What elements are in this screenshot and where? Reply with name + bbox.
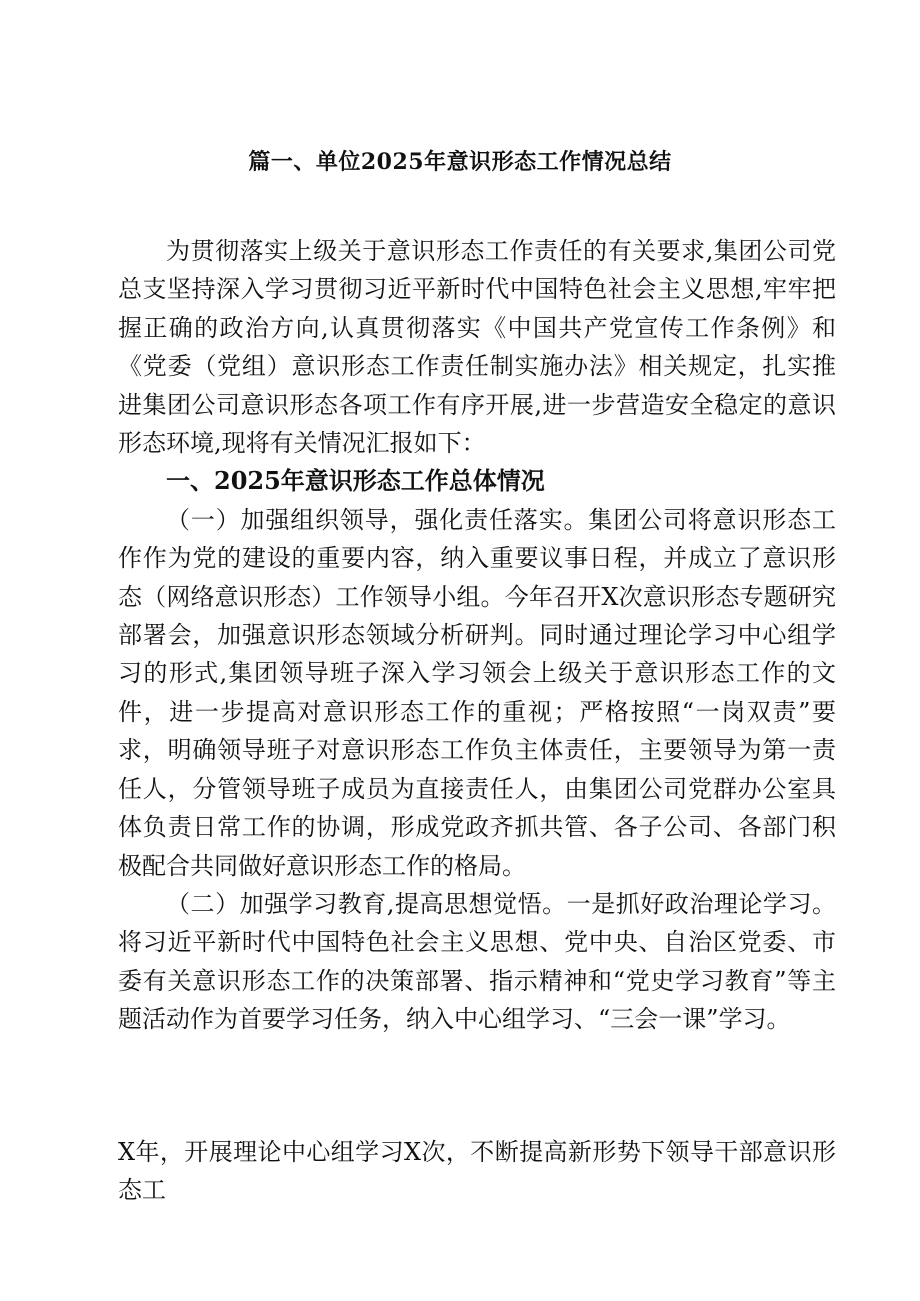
paragraph-continuation: X年，开展理论中心组学习X次，不断提高新形势下领导干部意识形态工 xyxy=(118,1138,836,1205)
document-title: 篇一、单位2025年意识形态工作情况总结 xyxy=(248,149,672,175)
paragraph-organization-leadership: （一）加强组织领导，强化责任落实。集团公司将意识形态工作作为党的建设的重要内容，纳入重要议事日程，并成立了意识形态（网络意识形态）工作领导小组。今年召开X次意识形态专题研究部署会，加强意识形态领域分析研判。同时通过理论学习中心组学习的形式,集团领导班子深入学习领会上级关于意识形态工作的文件，进一步提高对意识形态工作的重视；严格按照“一岗双责”要求，明确领导班子对意识形态工作负主体责任，主要领导为第一责任人，分管领导班子成员为直接责任人，由集团公司党群办公室具体负责日常工作的协调，形成党政齐抓共管、各子公司、各部门积极配合共同做好意识形态工作的格局。 xyxy=(118,505,836,880)
section-heading: 一、2025年意识形态工作总体情况 xyxy=(166,466,545,496)
intro-paragraph: 为贯彻落实上级关于意识形态工作责任的有关要求,集团公司党总支坚持深入学习贯彻习近平新时代中国特色社会主义思想,牢牢把握正确的政治方向,认真贯彻落实《中国共产党宣传工作条例》和《党委（党组）意识形态工作责任制实施办法》相关规定，扎实推进集团公司意识形态各项工作有序开展,进一步营造安全稳定的意识形态环境,现将有关情况汇报如下： xyxy=(118,237,836,458)
paragraph-study-education: （二）加强学习教育,提高思想觉悟。一是抓好政治理论学习。将习近平新时代中国特色社会主义思想、党中央、自治区党委、市委有关意识形态工作的决策部署、指示精神和“党史学习教育”等主题活动作为首要学习任务，纳入中心组学习、“三会一课”学习。 xyxy=(118,889,836,1034)
document-body xyxy=(118,232,836,1039)
